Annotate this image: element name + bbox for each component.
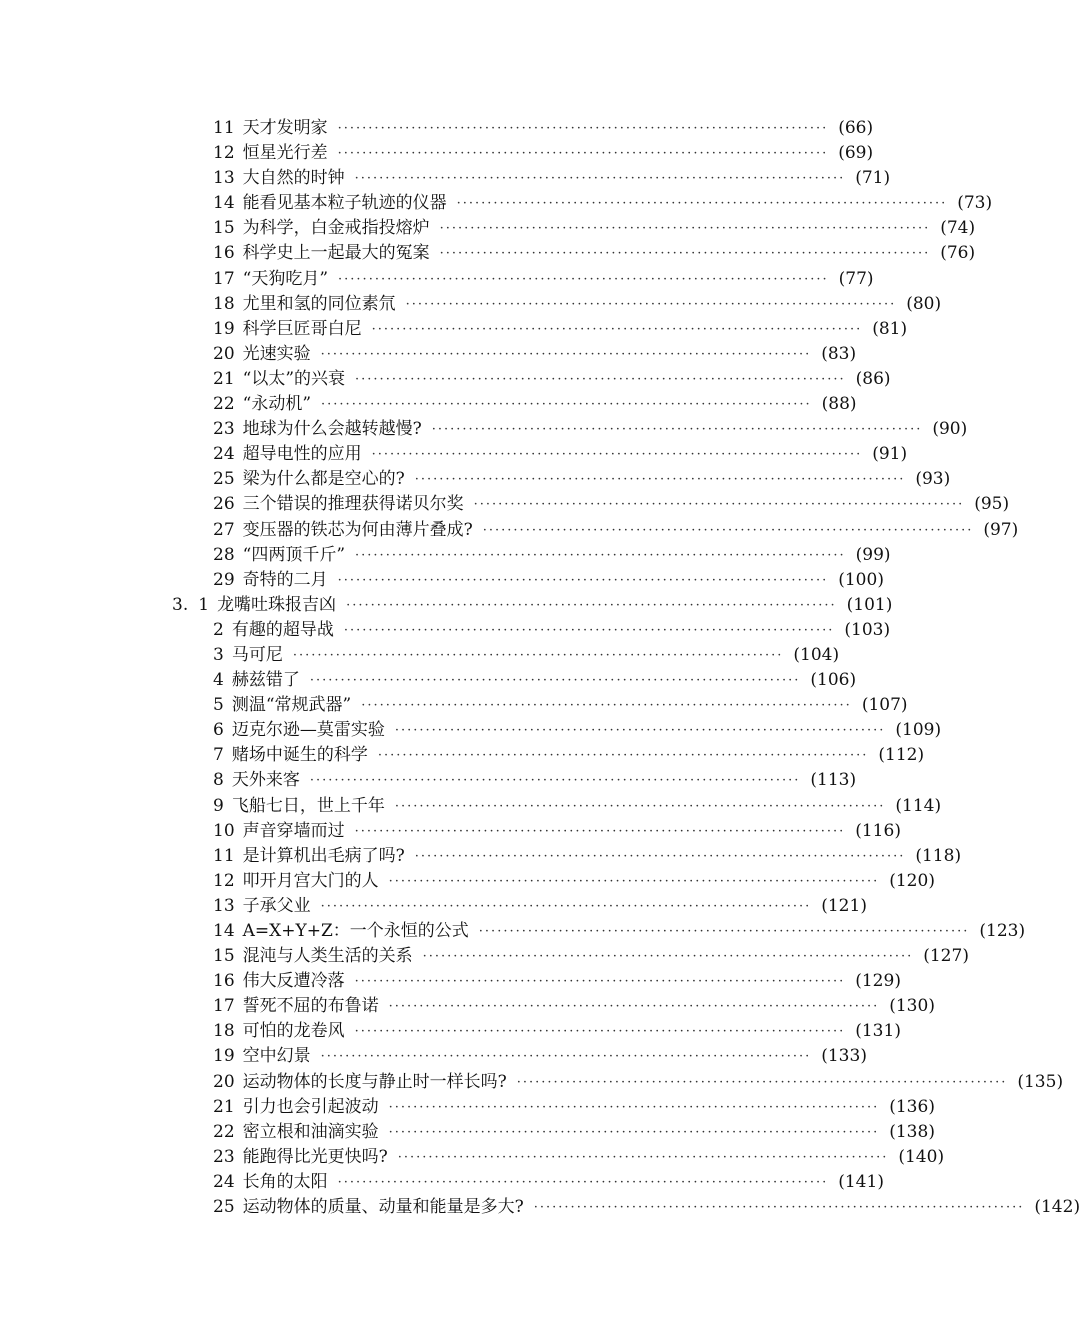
entry-title: 飞船七日，世上千年: [231, 795, 385, 816]
entry-number: 19: [213, 1046, 235, 1067]
entry-title: 能看见基本粒子轨迹的仪器: [242, 193, 447, 214]
dot-leader: ················································································: [439, 221, 931, 237]
entry-title: 运动物体的质量、动量和能量是多大?: [242, 1197, 524, 1218]
entry-number: 22: [213, 1121, 235, 1142]
entry-page-number: (74): [940, 218, 976, 239]
entry-number: 29: [213, 569, 235, 590]
entry-page-number: (99): [855, 544, 891, 565]
dot-leader: ················································································: [394, 798, 886, 814]
entry-title: 奇特的二月: [242, 569, 328, 590]
dot-leader: ················································································: [346, 597, 837, 613]
entry-number: 7: [213, 745, 224, 766]
toc-entry[interactable]: [0, 718, 950, 743]
entry-page-number: (135): [1017, 1071, 1064, 1092]
entry-number: 16: [213, 243, 235, 264]
toc-entry[interactable]: [0, 317, 950, 342]
entry-title: 天才发明家: [242, 118, 328, 138]
entry-page-number: (141): [838, 1171, 884, 1192]
entry-title: 龙嘴吐珠报吉凶: [217, 594, 337, 615]
entry-page-number: (138): [889, 1121, 935, 1142]
entry-page-number: (133): [821, 1046, 867, 1067]
dot-leader: ················································································: [397, 1149, 889, 1165]
toc-entry[interactable]: [0, 643, 950, 668]
entry-title: 三个错误的推理获得诺贝尔奖: [242, 494, 464, 515]
entry-number: 21: [213, 368, 235, 389]
entry-page-number: (131): [855, 1021, 901, 1042]
entry-title: 混沌与人类生活的关系: [242, 946, 413, 967]
entry-number: 16: [213, 971, 235, 992]
toc-entry[interactable]: [0, 919, 1026, 944]
entry-number: 12: [213, 870, 235, 891]
entry-title: 长角的太阳: [242, 1171, 328, 1192]
entry-title: 运动物体的长度与静止时一样长吗?: [242, 1071, 507, 1092]
entry-title: 梁为什么都是空心的?: [242, 469, 405, 490]
entry-title: 声音穿墙而过: [242, 820, 345, 841]
dot-leader: ················································································: [377, 748, 869, 764]
toc-entry[interactable]: [0, 1044, 950, 1069]
dot-leader: ················································································: [354, 974, 846, 990]
entry-page-number: (136): [889, 1096, 935, 1117]
dot-leader: ················································································: [456, 196, 948, 212]
toc-entry[interactable]: [0, 743, 950, 768]
entry-page-number: (140): [898, 1146, 945, 1167]
toc-entry[interactable]: [0, 367, 950, 392]
entry-page-number: (69): [838, 143, 874, 164]
dot-leader: ················································································: [388, 1099, 880, 1115]
entry-number: 27: [213, 519, 235, 540]
entry-number: 10: [213, 820, 235, 841]
dot-leader: ················································································: [337, 121, 829, 136]
entry-page-number: (106): [810, 670, 857, 691]
entry-title: 子承父业: [242, 895, 311, 916]
toc-entry[interactable]: [0, 467, 950, 492]
toc-entry[interactable]: [0, 267, 950, 292]
entry-number: 15: [213, 218, 235, 239]
dot-leader: ················································································: [414, 472, 906, 488]
entry-number: 24: [213, 1171, 235, 1192]
toc-entry[interactable]: [0, 568, 950, 593]
entry-title: 恒星光行差: [242, 143, 328, 164]
dot-leader: ················································································: [431, 422, 923, 438]
entry-number: 15: [213, 946, 235, 967]
dot-leader: ················································································: [355, 547, 846, 563]
dot-leader: ················································································: [309, 673, 801, 689]
entry-page-number: (120): [889, 870, 935, 891]
entry-title: 誓死不屈的布鲁诺: [242, 996, 379, 1017]
entry-number: 23: [213, 1146, 235, 1167]
dot-leader: ················································································: [482, 522, 974, 538]
dot-leader: ················································································: [337, 146, 829, 162]
toc-entry[interactable]: [0, 869, 950, 894]
entry-number: 20: [213, 1071, 235, 1092]
toc-entry[interactable]: [0, 894, 950, 919]
entry-page-number: (88): [821, 394, 857, 415]
entry-page-number: (114): [895, 795, 942, 816]
entry-number: 3: [213, 644, 224, 665]
entry-title: 地球为什么会越转越慢?: [242, 419, 422, 440]
toc-entry[interactable]: [0, 1195, 1080, 1220]
entry-title: 空中幻景: [242, 1046, 311, 1067]
entry-title: 光速实验: [242, 343, 311, 364]
toc-entry[interactable]: [0, 342, 950, 367]
entry-page-number: (83): [821, 343, 857, 364]
entry-page-number: (104): [793, 644, 840, 665]
entry-page-number: (91): [872, 444, 908, 465]
entry-number: 28: [213, 544, 235, 565]
entry-number: 25: [213, 1197, 235, 1218]
entry-title: 变压器的铁芯为何由薄片叠成?: [242, 519, 473, 540]
entry-title: “四两顶千斤”: [242, 544, 346, 565]
toc-entry[interactable]: [0, 141, 950, 166]
entry-number: 17: [213, 996, 235, 1017]
entry-title: 赫兹错了: [231, 670, 300, 691]
entry-title: “天狗吃月”: [242, 268, 329, 289]
entry-number: 13: [213, 168, 235, 189]
entry-title: A=X+Y+Z：一个永恒的公式: [242, 921, 469, 941]
entry-page-number: (71): [855, 168, 891, 189]
toc-entry[interactable]: [0, 166, 950, 191]
dot-leader: ················································································: [343, 622, 835, 638]
entry-number: 6: [213, 720, 224, 741]
toc-entry[interactable]: [0, 1120, 950, 1145]
dot-leader: ················································································: [371, 447, 863, 463]
toc-entry[interactable]: [0, 1095, 950, 1120]
entry-title: 科学史上一起最大的冤案: [242, 243, 430, 264]
dot-leader: ················································································: [355, 371, 846, 387]
entry-page-number: (86): [855, 368, 891, 389]
dot-leader: ················································································: [309, 773, 801, 789]
entry-page-number: (76): [940, 243, 976, 264]
entry-number: 11: [213, 118, 235, 138]
toc-entry[interactable]: [0, 819, 950, 844]
dot-leader: ················································································: [321, 397, 812, 413]
dot-leader: ················································································: [354, 171, 846, 187]
toc-entry[interactable]: [0, 668, 950, 693]
toc-entry[interactable]: [0, 794, 950, 819]
entry-page-number: (73): [957, 193, 993, 214]
toc-entry[interactable]: [0, 417, 968, 442]
entry-page-number: (113): [810, 770, 857, 791]
entry-title: 伟大反遭冷落: [242, 971, 345, 992]
toc-entry[interactable]: [0, 944, 969, 969]
toc-entry[interactable]: [0, 593, 950, 618]
entry-title: 测温“常规武器”: [231, 695, 352, 716]
entry-page-number: (101): [846, 594, 893, 615]
dot-leader: ················································································: [320, 1049, 812, 1065]
entry-page-number: (100): [838, 569, 884, 590]
entry-page-number: (77): [838, 268, 874, 289]
dot-leader: ················································································: [354, 823, 846, 839]
entry-number: 20: [213, 343, 235, 364]
toc-entry[interactable]: [0, 844, 962, 869]
entry-number: 26: [213, 494, 235, 515]
entry-page-number: (103): [844, 619, 891, 640]
dot-leader: ················································································: [439, 246, 931, 262]
dot-leader: ················································································: [388, 1124, 880, 1140]
entry-title: 赌场中诞生的科学: [231, 745, 368, 766]
dot-leader: ················································································: [337, 572, 829, 588]
dot-leader: ················································································: [338, 271, 829, 287]
entry-page-number: (80): [906, 293, 942, 314]
entry-page-number: (142): [1034, 1197, 1080, 1218]
toc-entry[interactable]: [0, 543, 950, 568]
entry-number: 19: [213, 318, 235, 339]
dot-leader: ················································································: [405, 296, 897, 312]
entry-page-number: (95): [974, 494, 1010, 515]
entry-title: “永动机”: [242, 394, 312, 415]
entry-number: 14: [213, 921, 235, 941]
toc-entry[interactable]: [0, 693, 950, 718]
entry-number: 1: [198, 594, 210, 615]
entry-title: 密立根和油滴实验: [242, 1121, 379, 1142]
dot-leader: ················································································: [354, 1024, 846, 1040]
entry-page-number: (127): [923, 946, 969, 967]
dot-leader: ················································································: [388, 873, 880, 889]
entry-page-number: (129): [855, 971, 901, 992]
toc-entry[interactable]: [0, 116, 950, 141]
toc-entry[interactable]: [0, 969, 950, 994]
entry-page-number: (93): [915, 469, 951, 490]
entry-page-number: (109): [895, 720, 942, 741]
entry-number: 11: [213, 845, 235, 866]
toc-entry[interactable]: [0, 1170, 950, 1195]
entry-title: 马可尼: [231, 644, 283, 665]
dot-leader: ················································································: [371, 321, 863, 337]
toc-entry[interactable]: [0, 492, 1010, 517]
toc-entry[interactable]: [0, 1145, 950, 1170]
entry-title: 为科学，白金戒指投熔炉: [242, 218, 430, 239]
toc-entry[interactable]: [0, 292, 950, 317]
entry-number: 12: [213, 143, 235, 164]
entry-title: 可怕的龙卷风: [242, 1021, 345, 1042]
dot-leader: ················································································: [414, 848, 906, 864]
entry-title: 尤里和氢的同位素氘: [242, 293, 396, 314]
toc-entry[interactable]: [0, 994, 950, 1019]
toc-entry[interactable]: [0, 191, 993, 216]
dot-leader: ················································································: [533, 1200, 1025, 1216]
entry-title: 叩开月宫大门的人: [242, 870, 379, 891]
entry-number: 25: [213, 469, 235, 490]
dot-leader: ················································································: [337, 1174, 829, 1190]
entry-title: 科学巨匠哥白尼: [242, 318, 362, 339]
toc-entry[interactable]: [0, 1019, 950, 1044]
toc-entry[interactable]: [0, 241, 976, 266]
entry-number: 24: [213, 444, 235, 465]
entry-title: 引力也会引起波动: [242, 1096, 379, 1117]
entry-title: 有趣的超导战: [231, 619, 334, 640]
toc-entry[interactable]: [0, 768, 950, 793]
dot-leader: ················································································: [422, 949, 914, 965]
entry-page-number: (90): [932, 419, 968, 440]
entry-page-number: (97): [983, 519, 1019, 540]
entry-page-number: (116): [855, 820, 901, 841]
toc-entry[interactable]: [0, 216, 976, 241]
entry-page-number: (118): [915, 845, 962, 866]
entry-number: 13: [213, 895, 235, 916]
toc-entry[interactable]: [0, 392, 950, 417]
dot-leader: ················································································: [516, 1074, 1008, 1090]
dot-leader: ················································································: [361, 698, 852, 714]
entry-number: 23: [213, 419, 235, 440]
dot-leader: ················································································: [292, 647, 784, 663]
dot-leader: ················································································: [320, 346, 812, 362]
dot-leader: ················································································: [478, 924, 970, 939]
entry-page-number: (123): [979, 921, 1026, 941]
entry-number: 2: [213, 619, 224, 640]
entry-title: 迈克尔逊—莫雷实验: [231, 720, 385, 741]
entry-page-number: (112): [878, 745, 925, 766]
entry-number: 4: [213, 670, 224, 691]
entry-title: 是计算机出毛病了吗?: [242, 845, 405, 866]
entry-page-number: (107): [861, 695, 908, 716]
toc-entry[interactable]: [0, 618, 950, 643]
entry-title: 大自然的时钟: [242, 168, 345, 189]
entry-page-number: (81): [872, 318, 908, 339]
entry-title: “以太”的兴衰: [242, 368, 346, 389]
entry-number: 18: [213, 293, 235, 314]
toc-entry[interactable]: [0, 518, 1019, 543]
entry-number: 18: [213, 1021, 235, 1042]
entry-page-number: (130): [889, 996, 935, 1017]
entry-title: 超导电性的应用: [242, 444, 362, 465]
dot-leader: ················································································: [473, 497, 965, 513]
entry-number: 14: [213, 193, 235, 214]
dot-leader: ················································································: [320, 898, 812, 914]
entry-page-number: (121): [821, 895, 867, 916]
toc-entry[interactable]: [0, 1070, 1064, 1095]
entry-number: 9: [213, 795, 224, 816]
table-of-contents: [0, 116, 1080, 1220]
dot-leader: ················································································: [388, 999, 880, 1015]
entry-title: 能跑得比光更快吗?: [242, 1146, 388, 1167]
section-number: 3.: [172, 594, 189, 615]
entry-number: 17: [213, 268, 235, 289]
entry-title: 天外来客: [231, 770, 300, 791]
entry-number: 21: [213, 1096, 235, 1117]
toc-entry[interactable]: [0, 442, 950, 467]
entry-number: 8: [213, 770, 224, 791]
dot-leader: ················································································: [394, 723, 886, 739]
entry-number: 22: [213, 394, 235, 415]
entry-number: 5: [213, 695, 224, 716]
entry-page-number: (66): [838, 118, 874, 138]
